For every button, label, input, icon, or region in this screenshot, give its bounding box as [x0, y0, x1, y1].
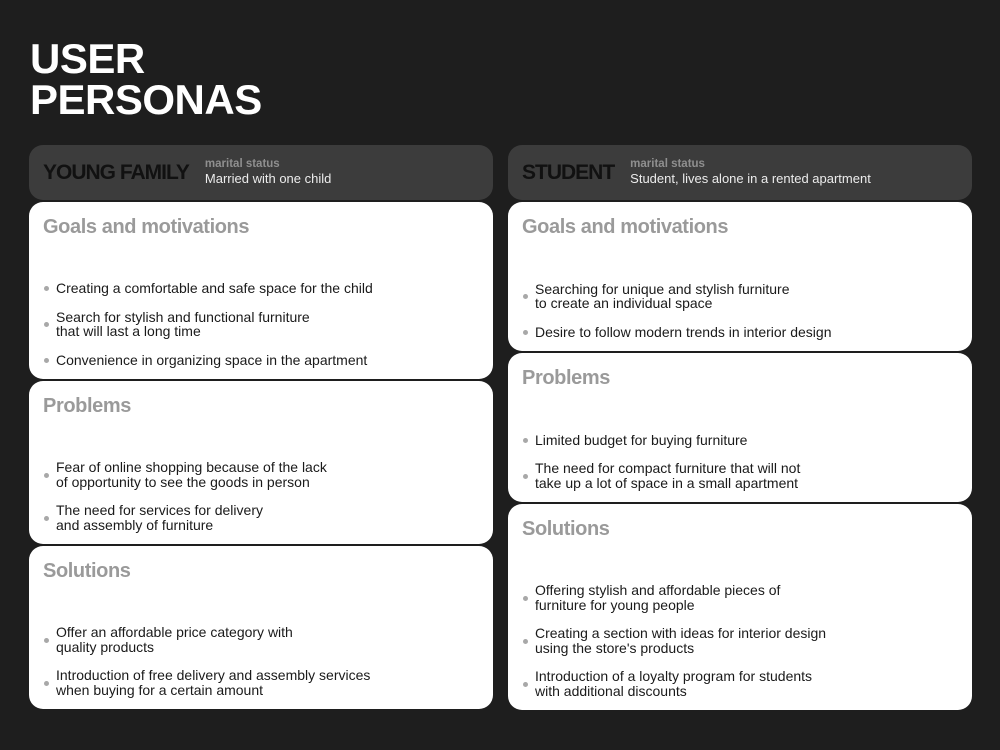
- goals-list: [43, 267, 479, 367]
- solutions-card: [508, 504, 972, 710]
- card-title: Problems: [522, 367, 610, 389]
- card-title: Problems: [43, 395, 131, 417]
- list-item: Introduction of free delivery and assembly services when buying for a certain amount: [43, 668, 479, 697]
- solutions-list: [43, 611, 479, 697]
- goals-card: [29, 202, 493, 379]
- solutions-list: [522, 569, 958, 698]
- list-item: The need for compact furniture that will not take up a lot of space in a small apartment: [522, 461, 958, 490]
- list-item: Convenience in organizing space in the apartment: [43, 353, 479, 368]
- card-title: Solutions: [522, 518, 610, 540]
- persona-name: YOUNG FAMILY: [43, 160, 189, 184]
- list-item: Creating a section with ideas for interior design using the store's products: [522, 626, 958, 655]
- list-item: Search for stylish and functional furniture that will last a long time: [43, 310, 479, 339]
- list-item: Desire to follow modern trends in interior design: [522, 325, 958, 340]
- card-title: Goals and motivations: [522, 216, 729, 238]
- list-item: Limited budget for buying furniture: [522, 433, 958, 448]
- persona-header: [508, 145, 972, 200]
- goals-card: [508, 202, 972, 351]
- card-title: Solutions: [43, 560, 131, 582]
- persona-column-student: [508, 145, 972, 712]
- list-item: Introduction of a loyalty program for students with additional discounts: [522, 669, 958, 698]
- problems-list: [522, 419, 958, 491]
- marital-status: [630, 158, 871, 187]
- list-item: Creating a comfortable and safe space for the child: [43, 281, 479, 296]
- list-item: Searching for unique and stylish furniture to create an individual space: [522, 282, 958, 311]
- persona-column-young-family: [29, 145, 493, 711]
- status-label: marital status: [204, 158, 280, 170]
- problems-card: [508, 353, 972, 502]
- list-item: Offer an affordable price category with quality products: [43, 625, 479, 654]
- goals-list: [522, 268, 958, 340]
- problems-list: [43, 446, 479, 532]
- solutions-card: [29, 546, 493, 709]
- marital-status: [205, 158, 331, 187]
- problems-card: [29, 381, 493, 544]
- list-item: Offering stylish and affordable pieces of furniture for young people: [522, 583, 958, 612]
- card-title: Goals and motivations: [43, 216, 250, 238]
- list-item: The need for services for delivery and assembly of furniture: [43, 503, 479, 532]
- persona-name: STUDENT: [522, 160, 615, 184]
- status-label: marital status: [630, 158, 705, 170]
- page-title: USER PERSONAS: [30, 35, 262, 123]
- status-value: Married with one child: [204, 171, 332, 186]
- persona-header: [29, 145, 493, 200]
- list-item: Fear of online shopping because of the lack of opportunity to see the goods in person: [43, 460, 479, 489]
- status-value: Student, lives alone in a rented apartment: [630, 171, 871, 186]
